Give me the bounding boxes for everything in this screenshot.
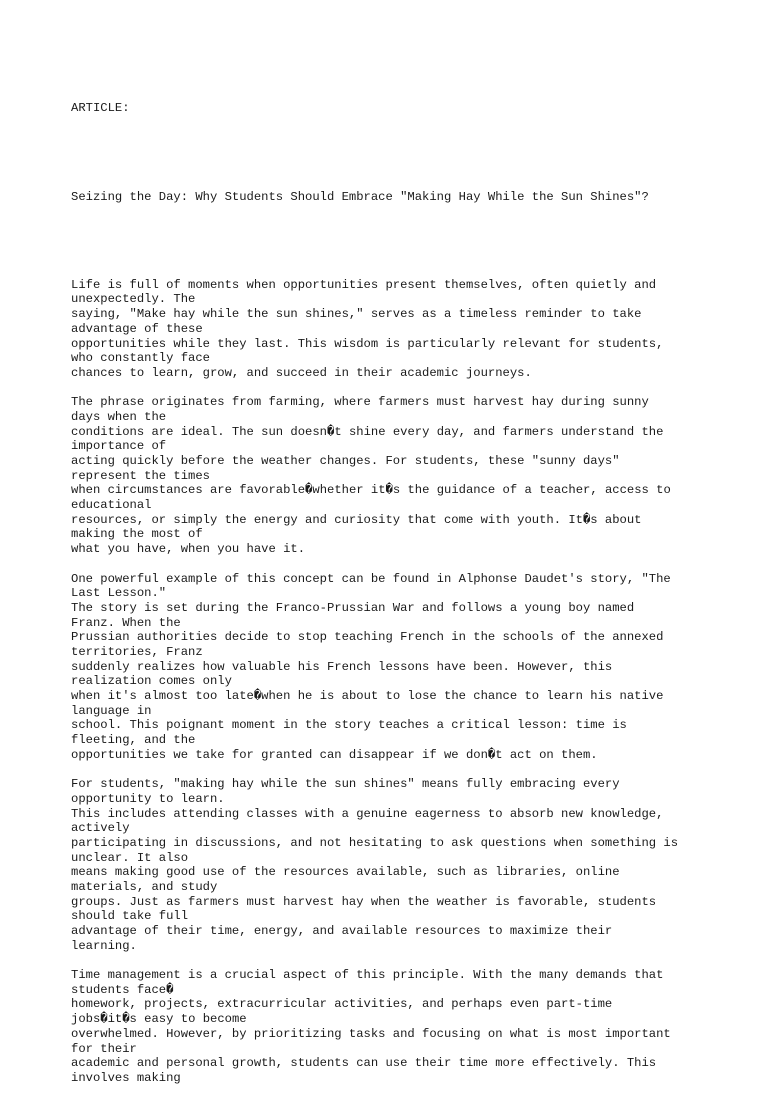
paragraph-line: advantage of their time, energy, and available resources to maximize their (71, 924, 613, 939)
paragraph-line: realization comes only (71, 674, 232, 689)
paragraph-line: involves making (71, 1070, 181, 1085)
blank-line (71, 557, 731, 572)
paragraph-line: academic and personal growth, students can use their time more effectively. This (71, 1056, 657, 1071)
paragraph-line: opportunities while they last. This wisdom is particularly relevant for students, (71, 336, 664, 351)
paragraph-line: unexpectedly. The (71, 292, 196, 307)
paragraph-line: groups. Just as farmers must harvest hay when the weather is favorable, students (71, 894, 657, 909)
blank-line (71, 146, 731, 161)
paragraph-line: when circumstances are favorable�whether it�s the guidance of a teacher, access to (71, 483, 671, 498)
paragraph-line: Franz. When the (71, 615, 181, 630)
paragraph (71, 777, 731, 953)
paragraph-line: Time management is a crucial aspect of this principle. With the many demands that (71, 968, 664, 983)
blank-line (71, 953, 731, 968)
paragraph-line: making the most of (71, 527, 203, 542)
paragraph-line: days when the (71, 409, 167, 424)
paragraph-line: importance of (71, 439, 167, 454)
paragraph-line: participating in discussions, and not hesitating to ask questions when something is (71, 835, 679, 850)
blank-line (71, 234, 731, 249)
paragraph-line: Last Lesson." (71, 586, 167, 601)
paragraph-line: unclear. It also (71, 850, 189, 865)
paragraph-line: means making good use of the resources available, such as libraries, online (71, 865, 620, 880)
paragraph (71, 572, 731, 763)
paragraph-line: learning. (71, 938, 137, 953)
paragraph-line: The story is set during the Franco-Prussian War and follows a young boy named (71, 600, 635, 615)
paragraph-line: suddenly realizes how valuable his French lessons have been. However, this (71, 659, 613, 674)
paragraph-line: overwhelmed. However, by prioritizing tasks and focusing on what is most important (71, 1026, 671, 1041)
paragraph-line: saying, "Make hay while the sun shines," serves as a timeless reminder to take (71, 307, 642, 322)
paragraph-line: materials, and study (71, 879, 218, 894)
paragraph-line: fleeting, and the (71, 733, 196, 748)
article-body (71, 278, 731, 1086)
paragraph-line: jobs�it�s easy to become (71, 1012, 247, 1027)
paragraph-line: The phrase originates from farming, where farmers must harvest hay during sunny (71, 395, 649, 410)
paragraph-line: school. This poignant moment in the story teaches a critical lesson: time is (71, 718, 627, 733)
paragraph-line: opportunities we take for granted can disappear if we don�t act on them. (71, 747, 598, 762)
paragraph-line: represent the times (71, 468, 210, 483)
paragraph-line: One powerful example of this concept can be found in Alphonse Daudet's story, "The (71, 571, 671, 586)
paragraph-line: resources, or simply the energy and curiosity that come with youth. It�s about (71, 512, 642, 527)
blank-line (71, 381, 731, 396)
paragraph-line: should take full (71, 909, 189, 924)
paragraph-line: opportunity to learn. (71, 791, 225, 806)
paragraph-line: students face� (71, 982, 174, 997)
paragraph-line: actively (71, 821, 130, 836)
blank-line (71, 762, 731, 777)
paragraph-line: what you have, when you have it. (71, 542, 306, 557)
paragraph-line: conditions are ideal. The sun doesn�t shine every day, and farmers understand the (71, 424, 664, 439)
article-label: ARTICLE: (71, 101, 130, 116)
paragraph-line: homework, projects, extracurricular activities, and perhaps even part-time (71, 997, 613, 1012)
paragraph (71, 395, 731, 557)
paragraph-line: for their (71, 1041, 137, 1056)
paragraph-line: For students, "making hay while the sun shines" means fully embracing every (71, 777, 620, 792)
paragraph-line: acting quickly before the weather changes. For students, these "sunny days" (71, 454, 620, 469)
paragraph-line: educational (71, 498, 152, 513)
paragraph-line: Prussian authorities decide to stop teaching French in the schools of the annexed (71, 630, 664, 645)
paragraph-line: language in (71, 703, 152, 718)
paragraph-line: who constantly face (71, 351, 210, 366)
paragraph-line: This includes attending classes with a genuine eagerness to absorb new knowledge, (71, 806, 664, 821)
document-page (71, 72, 731, 1100)
paragraph (71, 278, 731, 381)
paragraph-line: when it's almost too late�when he is about to lose the chance to learn his native (71, 689, 664, 704)
paragraph-line: Life is full of moments when opportunities present themselves, often quietly and (71, 277, 657, 292)
paragraph-line: advantage of these (71, 321, 203, 336)
paragraph-line: chances to learn, grow, and succeed in their academic journeys. (71, 365, 532, 380)
article-title: Seizing the Day: Why Students Should Embrace "Making Hay While the Sun Shines"? (71, 189, 649, 204)
paragraph (71, 968, 731, 1086)
paragraph-line: territories, Franz (71, 644, 203, 659)
